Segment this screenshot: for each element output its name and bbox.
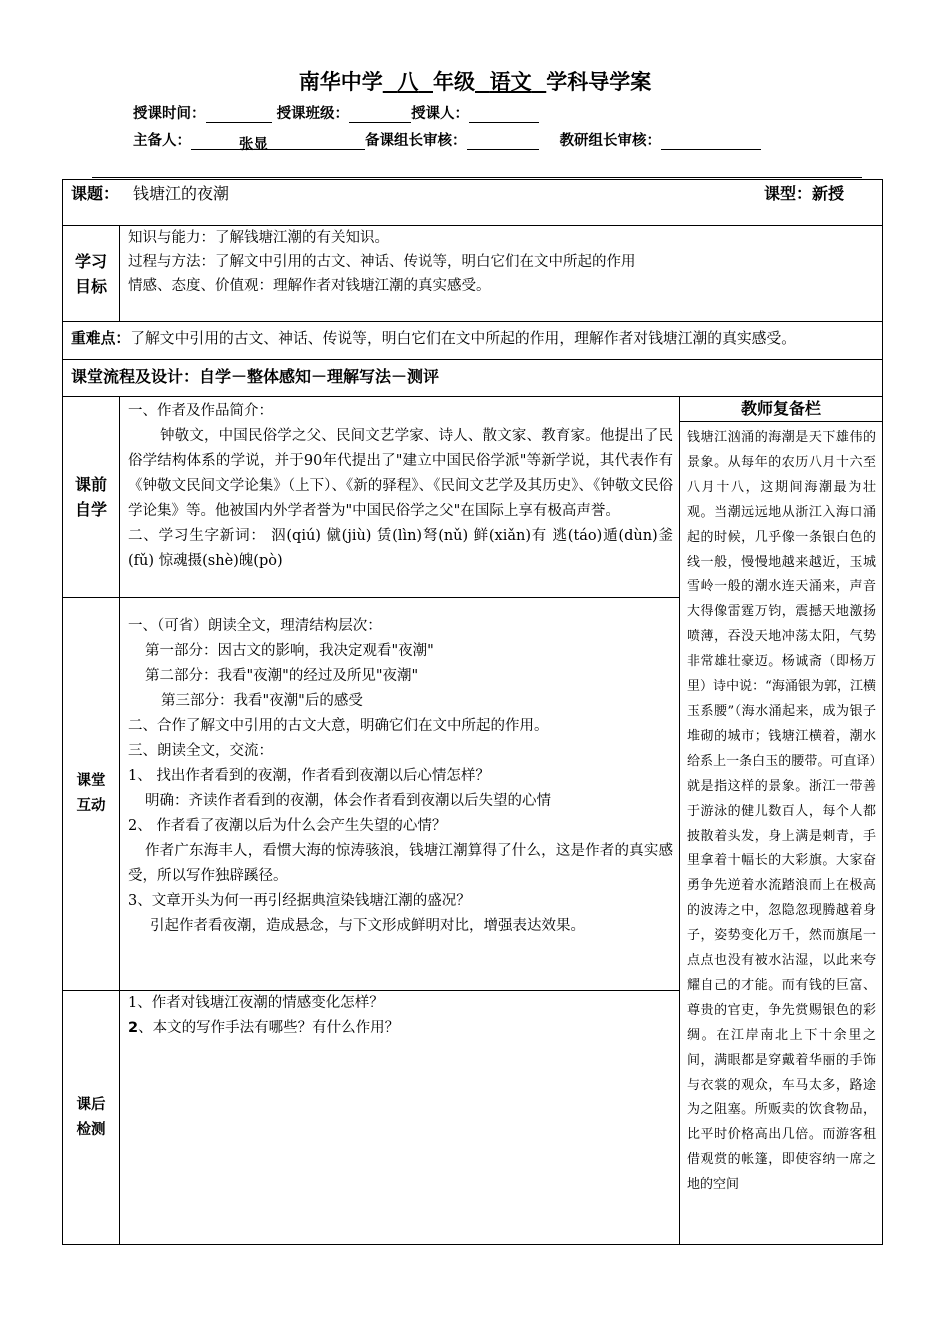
grade-suffix: 年级 xyxy=(433,70,475,94)
topic-value: 钱塘江的夜潮 xyxy=(133,184,230,203)
interaction-content xyxy=(120,598,680,991)
topic-cell xyxy=(63,180,883,226)
teacher-blank[interactable] xyxy=(469,106,539,123)
difficulty-label: 重难点： xyxy=(71,330,131,347)
preclass-row xyxy=(63,397,883,598)
type-value: 新授 xyxy=(812,184,845,203)
group-leader-blank[interactable] xyxy=(467,133,539,150)
interaction-line: 第二部分：我看"夜潮"的经过及所见"夜潮" xyxy=(145,668,419,684)
school-name: 南华中学 xyxy=(298,70,383,94)
research-leader-blank[interactable] xyxy=(661,133,761,150)
interaction-line: 3、文章开头为何一再引经据典渲染钱塘江潮的盛况？ xyxy=(128,893,471,909)
interaction-line: 二、合作了解文中引用的古文大意，明确它们在文中所起的作用。 xyxy=(128,718,549,734)
grade-value: 八 xyxy=(397,70,419,94)
subject-blank xyxy=(475,70,546,94)
interaction-line: 第一部分：因古文的影响，我决定观看"夜潮" xyxy=(145,643,434,659)
postclass-content xyxy=(120,991,680,1245)
time-blank[interactable] xyxy=(206,106,272,123)
difficulty-row xyxy=(63,322,883,360)
class-label: 授课班级： xyxy=(276,106,350,122)
difficulty-cell xyxy=(63,322,883,360)
goal-process: 过程与方法：了解文中引用的古文、神话、传说等，明白它们在文中所起的作用 xyxy=(128,254,636,270)
interaction-line: 第三部分：我看"夜潮"后的感受 xyxy=(161,693,363,709)
header-divider xyxy=(92,177,862,178)
postclass-question-2: 2、本文的写作手法有哪些？有什么作用？ xyxy=(128,1020,400,1036)
goals-row xyxy=(63,226,883,322)
author-intro-heading: 一、作者及作品简介： xyxy=(128,403,273,419)
teacher-notes-text: 钱塘江汹涌的海潮是天下雄伟的景象。从每年的农历八月十六至八月十八，这期间海潮最为壮观。当潮远远地从浙江入海口涌起的时候，几乎像一条银白色的线一般，慢慢地越来越近，玉城雪岭一般的潮水连天涌来，声音大得像雷霆万钧，震撼天地激扬喷薄，吞没天地冲荡太阳，气势非常雄壮豪迈。杨诚斋（即杨万里）诗中说：“海涌银为郭，江横玉系腰”（海水涌起来，成为银子堆砌的城市；钱塘江横着，潮水给系上一条白玉的腰带。可直译）就是指这样的景象。浙江一带善于游泳的健儿数百人，每个人都披散着头发，身上满是刺青，手里拿着十幅长的大彩旗。大家奋勇争先逆着水流踏浪而上在极高的波涛之中，忽隐忽现腾越着身子，姿势变化万千，然而旗尾一点点也没有被水沾湿，以此来夸耀自己的才能。而有钱的巨富、尊贵的官吏，争先赏赐银色的彩绸。在江岸南北上下十余里之间，满眼都是穿戴着华丽的手饰与衣裳的观众，车马太多，路途为之阻塞。所贩卖的饮食物品，比平时价格高出几倍。而游客租借观赏的帐篷，即使容纳一席之地的空间 xyxy=(687,430,877,1193)
subject-value: 语文 xyxy=(489,70,532,94)
type-label: 课型： xyxy=(763,184,812,203)
topic-row xyxy=(63,180,883,226)
topic-label: 课题： xyxy=(71,184,120,203)
meta-row-2 xyxy=(133,129,761,153)
postclass-label: 课后 检测 xyxy=(63,991,120,1245)
interaction-line: 明确：齐读作者看到的夜潮，体会作者看到夜潮以后失望的心情 xyxy=(145,793,551,809)
interaction-line: 作者广东海丰人，看惯大海的惊涛骇浪，钱塘江潮算得了什么，这是作者的真实感受，所以写作独辟蹊径。 xyxy=(128,843,673,884)
interaction-line: 三、朗读全文，交流： xyxy=(128,743,273,759)
doc-type: 学科导学案 xyxy=(546,70,652,94)
difficulty-value: 了解文中引用的古文、神话、传说等，明白它们在文中所起的作用，理解作者对钱塘江潮的真实感受。 xyxy=(130,330,797,347)
flow-value: 自学－整体感知－理解写法－测评 xyxy=(199,367,440,386)
grade-blank xyxy=(383,70,433,94)
goal-knowledge: 知识与能力：了解钱塘江潮的有关知识。 xyxy=(128,230,389,246)
preparer-blank xyxy=(191,133,365,153)
preparer-label: 主备人： xyxy=(133,133,191,149)
interaction-line: 2、 作者看了夜潮以后为什么会产生失望的心情？ xyxy=(128,818,447,834)
page-title xyxy=(0,66,950,96)
goal-attitude: 情感、态度、价值观：理解作者对钱塘江潮的真实感受。 xyxy=(128,278,491,294)
interaction-label: 课堂 互动 xyxy=(63,598,120,991)
flow-row xyxy=(63,360,883,397)
preclass-content xyxy=(120,397,680,598)
author-intro-text: 钟敬文，中国民俗学之父、民间文艺学家、诗人、散文家、教育家。他提出了民俗学结构体系的学说，并于90年代提出了"建立中国民俗学派"等新学说，其代表作有《钟敬文民间文学论集》（上下）、《新的驿程》、《民间文艺学及其历史》、《钟敬文民俗学论集》等。他被国内外学者誉为"中国民俗学之父"在国际上享有极高声誉。 xyxy=(128,428,673,519)
interaction-line: 一、（可省）朗读全文，理清结构层次： xyxy=(128,618,382,634)
meta-row-1 xyxy=(133,102,539,123)
lesson-table xyxy=(62,179,883,1245)
flow-cell xyxy=(63,360,883,397)
teacher-notes-title: 教师复备栏 xyxy=(680,397,882,422)
flow-label: 课堂流程及设计： xyxy=(71,367,200,386)
goals-content xyxy=(120,226,883,322)
new-words: 二、学习生字新词： 泅(qiú) 僦(jiù) 赁(lìn)弩(nǔ) 鲜(xiǎn)有 逃(táo)遁(dùn)釜(fǔ) 惊魂摄(shè)魄(pò) xyxy=(128,528,673,569)
goals-label: 学习 目标 xyxy=(63,226,120,322)
interaction-line: 引起作者看夜潮，造成悬念，与下文形成鲜明对比，增强表达效果。 xyxy=(150,918,585,934)
preparer-name: 张显 xyxy=(239,137,268,153)
group-leader-label: 备课组长审核： xyxy=(365,133,467,149)
research-leader-label: 教研组长审核： xyxy=(559,133,662,149)
teacher-label: 授课人： xyxy=(411,106,470,122)
postclass-question-1: 1、作者对钱塘江夜潮的情感变化怎样？ xyxy=(128,995,384,1011)
class-blank[interactable] xyxy=(349,106,411,123)
teacher-notes-column xyxy=(680,397,883,1245)
time-label: 授课时间： xyxy=(133,106,206,122)
preclass-label: 课前 自学 xyxy=(63,397,120,598)
interaction-line: 1、 找出作者看到的夜潮，作者看到夜潮以后心情怎样？ xyxy=(128,768,490,784)
